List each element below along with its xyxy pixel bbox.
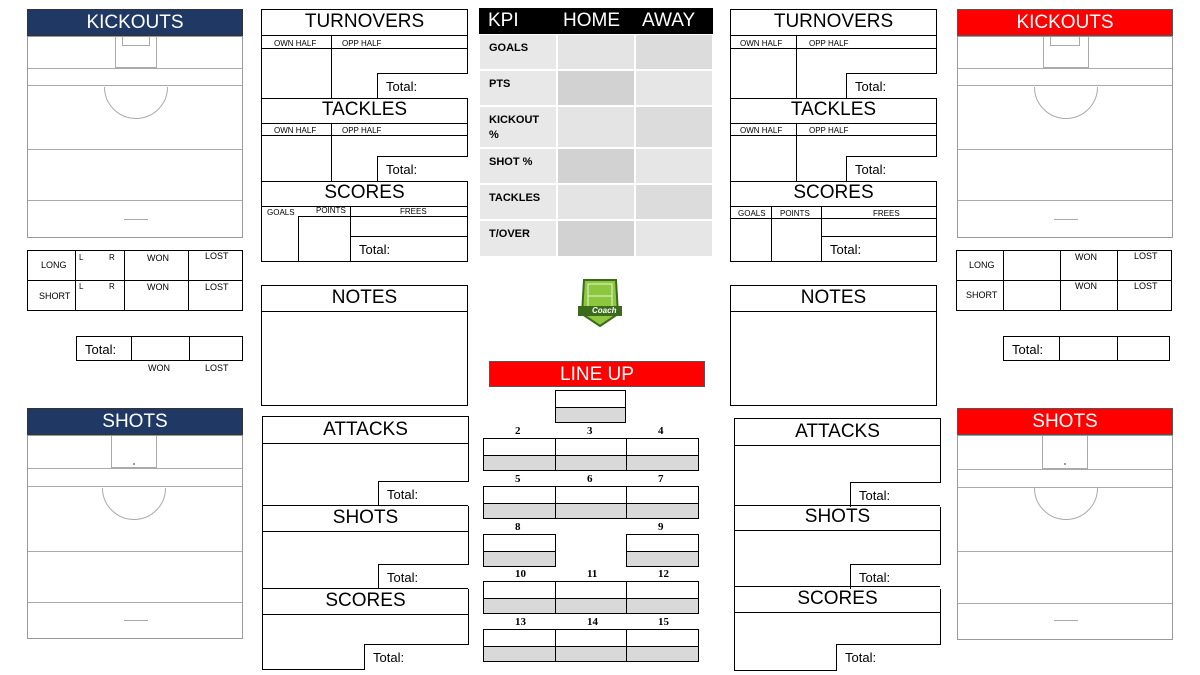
home-turnovers-opp-half: OPP HALF [342, 39, 382, 48]
home-turnovers-total: Total: [386, 79, 418, 94]
home-turnovers-own-half: OWN HALF [274, 39, 317, 48]
home-scores-points: POINTS [316, 206, 346, 215]
away-kickout-short-lost: LOST [1134, 281, 1158, 291]
kpi-label: T/OVER [489, 228, 530, 240]
home-notes-section [261, 285, 468, 406]
home-attacks-total: Total: [387, 487, 419, 502]
away-kickout-long-lost: LOST [1134, 251, 1158, 261]
kpi-label: SHOT % [489, 156, 533, 168]
away-turnovers-own-half: OWN HALF [740, 39, 783, 48]
kpi-label: GOALS [489, 42, 529, 54]
kpi-home-cell[interactable] [557, 220, 635, 257]
home-tackles-opp-half: OPP HALF [342, 126, 382, 135]
kickout-short-lost: LOST [205, 282, 229, 292]
lineup-header: LINE UP [489, 361, 705, 387]
lineup-player-box[interactable] [626, 581, 699, 614]
lineup-player-box[interactable] [626, 438, 699, 471]
lineup-position-number: 3 [587, 425, 593, 437]
lineup-player-box[interactable] [555, 438, 628, 471]
coach-logo-icon [576, 276, 624, 328]
home-scores2-total: Total: [373, 650, 405, 665]
away-shots-header: SHOTS [957, 408, 1173, 435]
kpi-home-cell[interactable] [557, 148, 635, 184]
kickout-short-l: L [79, 282, 84, 291]
away-tackles-total: Total: [855, 162, 887, 177]
away-turnovers-total: Total: [855, 79, 887, 94]
lineup-position-number: 4 [658, 425, 664, 437]
kpi-away-cell[interactable] [635, 184, 713, 220]
away-scores2-title: SCORES [797, 588, 878, 609]
kickout-long-l: L [79, 253, 84, 262]
home-kickouts-header: KICKOUTS [27, 9, 243, 36]
away-kickouts-table [956, 250, 1172, 311]
home-tackles-total: Total: [386, 162, 418, 177]
home-kickouts-total-label: Total: [85, 342, 117, 357]
away-scores-points: POINTS [780, 209, 810, 218]
home-scores-title: SCORES [324, 182, 405, 203]
home-shots-header: SHOTS [27, 408, 243, 435]
home-kickouts-total-box [76, 336, 243, 361]
away-kickout-short-label: SHORT [966, 290, 998, 300]
lineup-position-number: 9 [658, 521, 664, 533]
kickout-long-r: R [109, 253, 115, 262]
home-tackles-own-half: OWN HALF [274, 126, 317, 135]
home-kickouts-pitch [27, 36, 243, 238]
home-turnovers-title: TURNOVERS [304, 11, 425, 32]
away-attacks-title: ATTACKS [795, 421, 880, 442]
home-notes-title: NOTES [331, 287, 398, 308]
away-shots-total: Total: [859, 570, 891, 585]
kpi-header-away: AWAY [642, 10, 696, 31]
away-turnovers-opp-half: OPP HALF [809, 39, 849, 48]
kpi-away-cell[interactable] [635, 34, 713, 70]
kickout-short-won: WON [147, 282, 169, 292]
kpi-label-cell [479, 220, 557, 257]
lineup-player-box[interactable] [483, 629, 556, 662]
kpi-label-cell [479, 70, 557, 106]
away-turnovers-title: TURNOVERS [773, 11, 894, 32]
kickout-short-label: SHORT [39, 291, 71, 301]
kpi-label-cell [479, 106, 557, 148]
kickout-long-won: WON [147, 253, 169, 263]
home-shots-title: SHOTS [332, 507, 399, 528]
away-tackles-own-half: OWN HALF [740, 126, 783, 135]
kpi-header-kpi: KPI [488, 10, 519, 31]
away-attacks-total: Total: [859, 488, 891, 503]
home-scores-frees: FREES [400, 207, 427, 216]
away-shots-pitch [957, 435, 1173, 640]
away-shots-title: SHOTS [804, 506, 871, 527]
kpi-away-cell[interactable] [635, 220, 713, 257]
kpi-header-home: HOME [563, 10, 620, 31]
away-notes-title: NOTES [800, 287, 867, 308]
kpi-away-cell[interactable] [635, 106, 713, 148]
kickout-long-label: LONG [41, 260, 67, 270]
away-tackles-title: TACKLES [790, 99, 877, 120]
lineup-position-number: 6 [587, 473, 593, 485]
kpi-label: KICKOUT % [489, 114, 540, 141]
kpi-home-cell[interactable] [557, 184, 635, 220]
away-scores-frees: FREES [873, 209, 900, 218]
away-attacks-section [734, 418, 941, 671]
home-scores2-title: SCORES [325, 590, 406, 611]
lineup-position-number: 12 [658, 568, 669, 580]
lineup-position-number: 11 [587, 568, 598, 580]
lineup-position-number: 2 [515, 425, 521, 437]
kickout-short-r: R [109, 282, 115, 291]
lineup-player-box[interactable] [626, 629, 699, 662]
away-scores-goals: GOALS [738, 209, 766, 218]
away-kickouts-total-label: Total: [1012, 342, 1044, 357]
lineup-position-number: 8 [515, 521, 521, 533]
lineup-player-box[interactable] [483, 534, 556, 567]
kpi-home-cell[interactable] [557, 70, 635, 106]
kpi-away-cell[interactable] [635, 148, 713, 184]
coach-logo [576, 276, 624, 328]
home-kickouts-won-label: WON [148, 363, 170, 373]
away-kickout-long-won: WON [1075, 252, 1097, 262]
kpi-label-cell [479, 148, 557, 184]
kpi-label-cell [479, 184, 557, 220]
away-scores-title: SCORES [793, 182, 874, 203]
home-shots-pitch [27, 435, 243, 639]
lineup-player-box[interactable] [483, 486, 556, 519]
lineup-player-box[interactable] [626, 534, 699, 567]
lineup-position-number: 14 [587, 616, 598, 628]
home-scores-goals: GOALS [267, 208, 295, 217]
kpi-home-cell[interactable] [557, 34, 635, 70]
lineup-position-number: 10 [515, 568, 526, 580]
kpi-home-cell[interactable] [557, 106, 635, 148]
lineup-goalkeeper-box [555, 390, 626, 423]
away-kickout-short-won: WON [1075, 281, 1097, 291]
kickout-long-lost: LOST [205, 251, 229, 261]
lineup-position-number: 15 [658, 616, 669, 628]
away-tackles-opp-half: OPP HALF [809, 126, 849, 135]
lineup-player-box[interactable] [483, 438, 556, 471]
home-attacks-title: ATTACKS [323, 419, 408, 440]
lineup-position-number: 7 [658, 473, 664, 485]
home-turnovers-section [261, 9, 468, 262]
lineup-player-box[interactable] [483, 581, 556, 614]
lineup-player-box[interactable] [555, 486, 628, 519]
home-attacks-section [262, 416, 469, 670]
kpi-label-cell [479, 34, 557, 70]
away-notes-section [730, 285, 937, 406]
away-kickout-long-label: LONG [969, 260, 995, 270]
lineup-position-number: 13 [515, 616, 526, 628]
away-scores-total: Total: [830, 242, 862, 257]
coach-logo-text: Coach [592, 306, 617, 315]
away-kickouts-header: KICKOUTS [957, 9, 1173, 36]
away-kickouts-total-box [1003, 336, 1170, 361]
home-kickouts-lost-label: LOST [205, 363, 229, 373]
home-scores-total: Total: [359, 242, 391, 257]
home-shots-total: Total: [387, 570, 419, 585]
lineup-player-box[interactable] [555, 629, 628, 662]
kpi-label: PTS [489, 78, 511, 90]
away-kickouts-pitch [957, 36, 1173, 238]
kpi-away-cell[interactable] [635, 70, 713, 106]
away-scores2-total: Total: [845, 650, 877, 665]
home-tackles-title: TACKLES [321, 99, 408, 120]
lineup-player-box[interactable] [626, 486, 699, 519]
lineup-position-number: 5 [515, 473, 521, 485]
kpi-label: TACKLES [489, 192, 541, 204]
home-kickouts-table [27, 250, 243, 311]
kpi-table [479, 8, 713, 257]
away-turnovers-section [730, 9, 937, 262]
lineup-player-box[interactable] [555, 581, 628, 614]
